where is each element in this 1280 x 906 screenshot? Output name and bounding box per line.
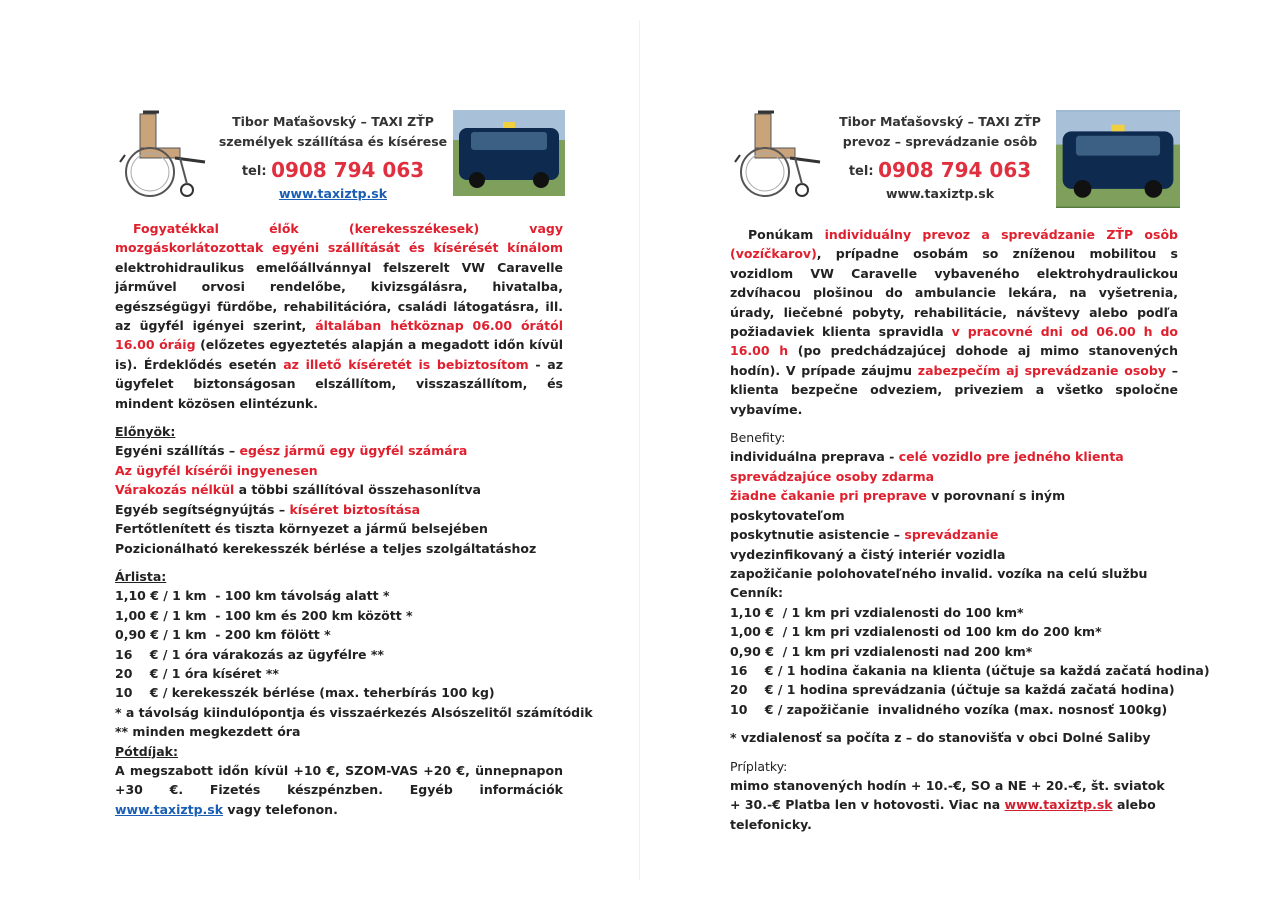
- price-item: * a távolság kiindulópontja és visszaérkezés Alsószelitől számítódik: [115, 704, 593, 720]
- price-item: 16 € / 1 óra várakozás az ügyfélre **: [115, 646, 384, 662]
- text-run: Fertőtlenített és tiszta környezet a jármű belsejében: [115, 521, 488, 537]
- phone-label: tel:: [848, 164, 874, 179]
- benefit-item: [730, 447, 1178, 466]
- benefits-heading: Előnyök:: [115, 424, 176, 440]
- extras-paragraph: [115, 761, 563, 819]
- price-item: 1,10 € / 1 km - 100 km távolság alatt *: [115, 588, 390, 604]
- text-run: zapožičanie polohovateľného invalid. vozíka na celú službu: [730, 565, 1148, 581]
- text-run: vydezinfikovaný a čistý interiér vozidla: [730, 546, 1006, 562]
- header-title: Tibor Maťašovský – TAXI ZŤP: [839, 114, 1041, 129]
- price-item: 0,90 € / 1 km - 200 km fölött *: [115, 627, 331, 643]
- benefit-item: [730, 467, 1178, 486]
- flyer-body: [115, 219, 593, 819]
- extras-tail: alebo telefonicky.: [730, 797, 1156, 832]
- header-subtitle: prevoz – sprevádzanie osôb: [842, 134, 1038, 149]
- price-item: 20 € / 1 hodina sprevádzania (účtuje sa každá začatá hodina): [730, 682, 1175, 698]
- benefit-item: [115, 461, 563, 480]
- highlighted-text: általában hétköznap 06.00 órától 16.00 óráig: [115, 318, 563, 353]
- flyer-slovak: [640, 0, 1280, 906]
- extras-paragraph: [730, 776, 1178, 834]
- benefit-item: [115, 519, 563, 538]
- benefit-item: [730, 486, 1178, 525]
- highlighted-text: v pracovné dni od 06.00 h do 16.00 h: [730, 324, 1179, 359]
- benefits-heading: Benefity:: [730, 430, 786, 446]
- price-item: 20 € / 1 óra kíséret **: [115, 665, 279, 681]
- text-run: (előzetes egyeztetés alapján a megadott időn kívül is). Érdeklődés esetén: [115, 337, 564, 372]
- wheelchair-icon: [115, 110, 210, 200]
- extras-tail: vagy telefonon.: [223, 801, 338, 817]
- text-run: - az ügyfelet biztonságosan elszállítom, visszaszállítom, és mindent közösen elintézunk.: [115, 356, 564, 411]
- text-run: individuálna preprava -: [730, 449, 899, 465]
- distance-note: * vzdialenosť sa počíta z – do stanovišťa v obci Dolné Saliby: [730, 730, 1151, 746]
- extras-website-link[interactable]: www.taxiztp.sk: [1004, 797, 1113, 813]
- taxi-van-image: [453, 110, 565, 196]
- extras-text: A megszabott időn kívül +10 €, SZOM-VAS +20 €, ünnepnapon +30 €. Fizetés készpénzben. Egyéb információk: [115, 762, 563, 798]
- flyer-body: [730, 225, 1210, 834]
- extras-website-link[interactable]: www.taxiztp.sk: [115, 801, 224, 817]
- highlighted-text: kíséret biztosítása: [289, 501, 421, 517]
- phone-line: [830, 158, 1050, 184]
- highlighted-text: sprevádzajúce osoby zdarma: [730, 468, 935, 484]
- highlighted-text: zabezpečím aj sprevádzanie osoby: [917, 362, 1166, 378]
- highlighted-text: individuálny prevoz a sprevádzanie ZŤP osôb (vozíčkarov): [730, 227, 1178, 262]
- highlighted-text: az illető kíséretét is bebiztosítom: [283, 356, 529, 372]
- phone-number[interactable]: 0908 794 063: [878, 158, 1032, 182]
- flyer-header: [115, 110, 565, 215]
- price-item: 1,00 € / 1 km pri vzdialenosti od 100 km do 200 km*: [730, 624, 1102, 640]
- phone-number[interactable]: 0908 794 063: [271, 158, 425, 182]
- text-run: Ponúkam: [748, 227, 825, 242]
- price-item: 1,00 € / 1 km - 100 km és 200 km között *: [115, 607, 413, 623]
- benefit-item: [115, 480, 563, 499]
- text-run: (po predchádzajúcej dohode aj mimo stanovených hodín). V prípade záujmu: [730, 343, 1178, 378]
- text-run: – klienta bezpečne odveziem, priveziem a všetko spoločne vybavíme.: [730, 362, 1178, 417]
- header-title: Tibor Maťašovský – TAXI ZŤP: [232, 114, 434, 129]
- benefit-item: [730, 525, 1178, 544]
- benefit-item: [730, 545, 1178, 564]
- benefit-item: [115, 500, 563, 519]
- extras-heading: Príplatky:: [730, 758, 788, 774]
- prices-heading: Árlista:: [115, 568, 167, 584]
- benefits-list: [115, 441, 563, 557]
- price-item: 16 € / 1 hodina čakania na klienta (účtuje sa každá začatá hodina): [730, 662, 1210, 678]
- price-item: 1,10 € / 1 km pri vzdialenosti do 100 km*: [730, 604, 1024, 620]
- highlighted-text: sprevádzanie: [904, 527, 999, 543]
- text-run: Egyéb segítségnyújtás –: [115, 501, 290, 517]
- price-list: [115, 586, 593, 741]
- price-item: ** minden megkezdett óra: [115, 724, 301, 740]
- highlighted-text: Az ügyfél kísérői ingyenesen: [115, 462, 318, 478]
- text-run: Pozicionálható kerekesszék bérlése a teljes szolgáltatáshoz: [115, 540, 537, 556]
- extras-text: mimo stanovených hodín + 10.-€, SO a NE + 20.-€, št. sviatok + 30.-€ Platba len v hotovosti. Viac na: [730, 777, 1165, 813]
- phone-label: tel:: [241, 164, 267, 179]
- prices-heading: Cenník:: [730, 585, 784, 601]
- benefit-item: [730, 564, 1178, 583]
- highlighted-text: celé vozidlo pre jedného klienta: [898, 449, 1124, 465]
- highlighted-text: egész jármű egy ügyfél számára: [239, 443, 468, 459]
- text-run: v porovnaní s iným poskytovateľom: [730, 488, 1066, 523]
- highlighted-text: žiadne čakanie pri preprave: [730, 488, 927, 504]
- price-list: [730, 603, 1210, 719]
- text-run: , prípadne osobám so zníženou mobilitou s vozidlom VW Caravelle vybaveného elektrohydraulickou zdvíhacou plošinou do ambulancie lekára, na vyšetrenia, úrady, liečebné pobyty, rehabilitácie, návštevy alebo podľa požiadaviek klienta spravidla: [730, 246, 1178, 340]
- intro-paragraph: [730, 225, 1178, 419]
- website-link[interactable]: www.taxiztp.sk: [278, 186, 388, 201]
- header-subtitle: személyek szállítása és kísérese: [218, 134, 448, 149]
- text-run: a többi szállítóval összehasonlítva: [234, 482, 481, 498]
- extras-heading: Pótdíjak:: [115, 743, 178, 759]
- taxi-van-image: [1056, 110, 1180, 208]
- text-run: Egyéni szállítás –: [115, 443, 240, 459]
- intro-paragraph: [115, 219, 563, 413]
- price-item: 10 € / zapožičanie invalidného vozíka (max. nosnosť 100kg): [730, 701, 1168, 717]
- benefits-list: [730, 447, 1178, 583]
- flyer-header: [730, 110, 1180, 215]
- price-item: 0,90 € / 1 km pri vzdialenosti nad 200 km*: [730, 643, 1033, 659]
- wheelchair-icon: [730, 110, 825, 200]
- highlighted-text: Várakozás nélkül: [115, 482, 235, 498]
- phone-line: [213, 158, 453, 184]
- text-run: poskytnutie asistencie –: [730, 527, 905, 543]
- benefit-item: [115, 539, 563, 558]
- highlighted-text: Fogyatékkal élők (kerekesszékesek) vagy mozgáskorlátozottak egyéni szállítását és kísérését kínálom: [115, 221, 563, 256]
- text-run: elektrohidraulikus emelőállvánnyal felszerelt VW Caravelle járművel orvosi rendelőbe, kivizsgálásra, hivatalba, egészségügyi fürdőbe, rehabilitációra, családi látogatásra, ill. az ügyfél igényei szerint,: [115, 259, 563, 334]
- benefit-item: [115, 441, 563, 460]
- website-text: www.taxiztp.sk: [885, 186, 995, 201]
- price-item: 10 € / kerekesszék bérlése (max. teherbírás 100 kg): [115, 685, 495, 701]
